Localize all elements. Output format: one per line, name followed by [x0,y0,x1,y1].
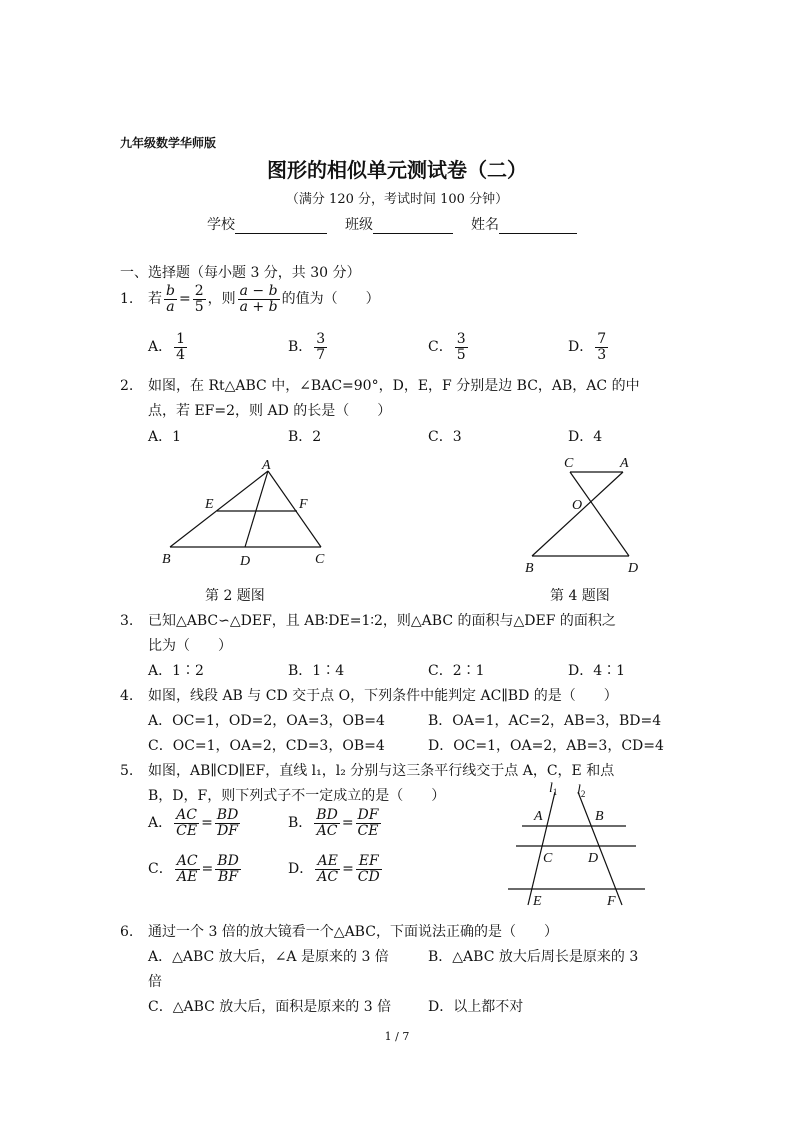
fraction: $\frac{7}{3}$ [597,331,607,363]
option-label: A． [148,339,173,356]
class-label: 班级 [345,217,373,233]
section-title: 一、选择题（每小题 3 分，共 30 分） [120,265,361,281]
q1-text: 若 [148,291,162,308]
point-label: C [543,851,553,866]
fraction: $\frac{DF}{CE}$ [357,807,379,839]
point-label: B [525,561,534,576]
fraction: $\frac{BD}{AC}$ [316,807,338,839]
student-info-row [207,214,577,234]
q2-option[interactable]: A．1 [148,429,182,445]
name-field[interactable] [499,219,577,234]
line-label: $l_1$ [549,781,558,797]
q3-line2: 比为（ ） [148,638,232,654]
question-2 [120,375,640,395]
question-number: 4. [120,688,134,704]
question-6 [120,921,558,941]
q3-line1: 已知△ABC∽△DEF，且 AB∶DE=1∶2，则△ABC 的面积与△DEF 的面积之 [148,613,616,629]
question-number: 5. [120,763,134,779]
q4-line1: 如图，线段 AB 与 CD 交于点 O，下列条件中能判定 AC∥BD 的是（ ） [148,688,618,704]
q3-option[interactable]: C．2∶1 [428,663,485,679]
point-label: F [299,497,308,512]
point-label: E [205,497,214,512]
figure-4 [520,452,650,577]
question-number: 6. [120,924,134,940]
q4-option[interactable]: C．OC=1，OA=2，CD=3，OB=4 [148,738,385,754]
fraction: $\frac{BD}{DF}$ [216,807,239,839]
option-label: C． [148,861,173,878]
q5-option[interactable] [148,854,243,884]
point-label: A [262,458,271,473]
school-label: 学校 [207,217,235,233]
point-label: D [588,851,599,866]
question-5 [120,760,614,780]
q2-option[interactable]: D．4 [568,429,603,445]
question-3 [120,610,616,630]
point-label: D [240,554,251,569]
equals-sign: = [342,861,354,878]
q1-option[interactable] [148,332,189,362]
page-number: 1 / 7 [384,1030,410,1043]
q4-option[interactable]: D．OC=1，OA=2，AB=3，CD=4 [428,738,664,754]
q6-option-d[interactable]: D．以上都不对 [428,999,524,1015]
point-label: O [572,498,583,513]
equals-sign: = [341,815,354,832]
name-label: 姓名 [471,217,499,233]
q6-option-b[interactable]: B．△ABC 放大后周长是原来的 3 [428,949,639,965]
q4-option[interactable]: A．OC=1，OD=2，OA=3，OB=4 [148,713,385,729]
point-label: A [620,456,629,471]
option-label: C． [428,339,453,356]
fraction: $\frac{AC}{CE}$ [176,807,198,839]
q3-option[interactable]: B．1∶4 [288,663,345,679]
q1-option[interactable] [568,332,610,362]
line-label: $l_2$ [577,783,586,799]
exam-info: （满分 120 分，考试时间 100 分钟） [285,192,509,207]
figure-caption: 第 2 题图 [205,588,265,604]
q6-option-a[interactable]: A．△ABC 放大后，∠A 是原来的 3 倍 [148,949,389,965]
q2-line2: 点，若 EF=2，则 AD 的长是（ ） [148,403,392,419]
equals-sign: = [201,815,213,832]
q5-line1: 如图，AB∥CD∥EF，直线 l₁，l₂ 分别与这三条平行线交于点 A，C，E 和点 [148,763,615,779]
q2-line1: 如图，在 Rt△ABC 中，∠BAC=90°，D，E，F 分别是边 BC，AB，AC 的中 [148,378,640,394]
grade-label: 九年级数学华师版 [120,136,217,150]
q3-option[interactable]: D．4∶1 [568,663,626,679]
question-number: 3. [120,613,134,629]
fraction: $\frac{3}{5}$ [456,331,466,363]
q1-option[interactable] [288,332,329,362]
option-label: D． [288,861,314,878]
point-label: C [564,456,574,471]
q6-option-b-cont: 倍 [148,974,162,990]
fraction: $\frac{EF}{CD}$ [357,853,380,885]
fraction: $\frac{2}{5}$ [194,283,204,315]
option-label: B． [288,815,313,832]
question-number: 2. [120,378,134,394]
figure-caption: 第 4 题图 [550,588,610,604]
point-label: F [607,894,616,909]
q4-option[interactable]: B．OA=1，AC=2，AB=3，BD=4 [428,713,662,729]
fraction: $\frac{BD}{BF}$ [217,853,239,885]
q2-option[interactable]: B．2 [288,429,322,445]
q6-option-c[interactable]: C．△ABC 放大后，面积是原来的 3 倍 [148,999,392,1015]
fraction: $\frac{AE}{AC}$ [317,853,339,885]
point-label: C [315,552,325,567]
q5-option[interactable] [288,854,384,884]
q5-option[interactable] [288,808,383,838]
fraction: $\frac{b}{a}$ [166,283,175,315]
q2-option[interactable]: C．3 [428,429,462,445]
option-label: A． [148,815,173,832]
point-label: E [533,894,542,909]
fraction: $\frac{AC}{AE}$ [176,853,198,885]
question-number: 1. [120,291,134,308]
point-label: B [162,552,171,567]
option-label: D． [568,339,594,356]
fraction: $\frac{1}{4}$ [176,331,186,363]
point-label: A [534,809,543,824]
question-4 [120,685,618,705]
fraction: $\frac{a - b}{a + b}$ [239,283,278,315]
point-label: B [595,809,604,824]
q5-option[interactable] [148,808,242,838]
q1-option[interactable] [428,332,470,362]
q6-line1: 通过一个 3 倍的放大镜看一个△ABC，下面说法正确的是（ ） [148,924,558,940]
equals-sign: = [201,861,214,878]
figure-2 [155,455,335,575]
page-title: 图形的相似单元测试卷（二） [267,158,527,182]
question-1: 1. 若 $\frac{b}{a}$ = $\frac{2}{5}$ ，则 $\frac{a - b}{a + b}$ 的值为（ ） [120,283,380,315]
point-label: D [628,561,639,576]
figure-5 [500,780,655,910]
q5-line2: B，D，F，则下列式子不一定成立的是（ ） [148,788,446,804]
class-field[interactable] [373,219,453,234]
option-label: B． [288,339,313,356]
school-field[interactable] [235,219,327,234]
q3-option[interactable]: A．1∶2 [148,663,204,679]
fraction: $\frac{3}{7}$ [316,331,326,363]
